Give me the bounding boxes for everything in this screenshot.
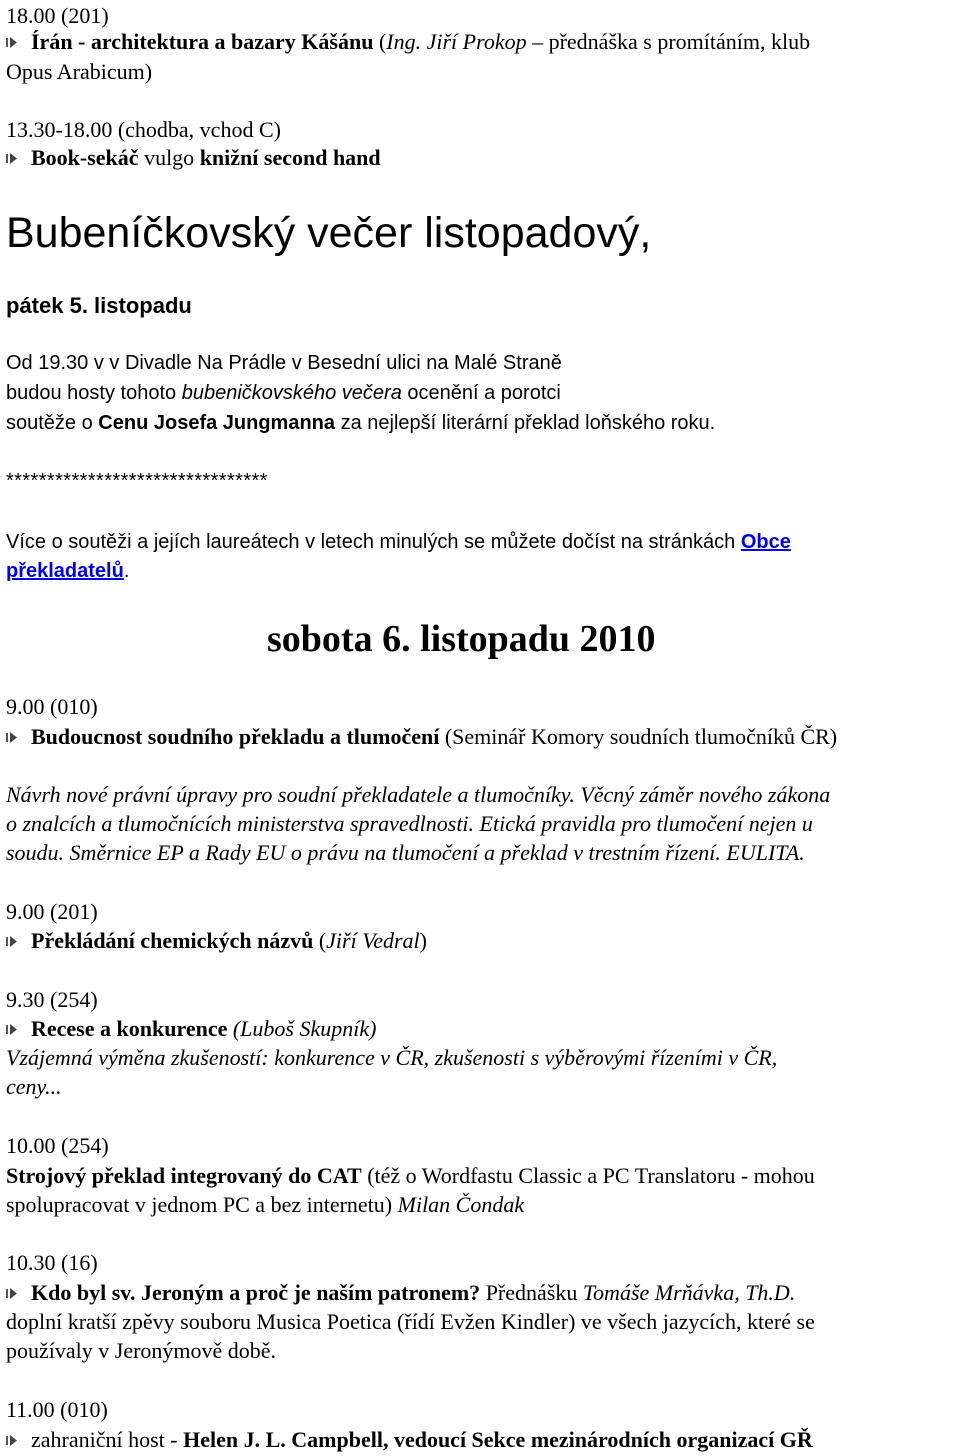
arrow-bullet-icon bbox=[6, 152, 18, 165]
link-obce-prekladatelu[interactable]: Obce bbox=[740, 531, 791, 553]
presenter: Ing. Jiří Prokop bbox=[386, 29, 527, 54]
date-saturday: sobota 6. listopadu 2010 bbox=[267, 618, 656, 660]
intro-line-2: budou hosty tohoto bubeničkovského večera ocenění a porotci bbox=[6, 382, 561, 404]
heading-bubenickovsky: Bubeníčkovský večer listopadový, bbox=[6, 209, 652, 257]
time-10-30: 10.30 (16) bbox=[6, 1250, 98, 1275]
arrow-bullet-icon bbox=[6, 935, 18, 948]
event-chemicke-nazvy: Překládání chemických názvů (Jiří Vedral) bbox=[6, 926, 427, 955]
separator-stars: ******************************** bbox=[6, 470, 268, 492]
event-recese: Recese a konkurence (Luboš Skupník) bbox=[6, 1014, 376, 1043]
arrow-bullet-icon bbox=[6, 1287, 18, 1300]
event-strojovy-preklad: Strojový překlad integrovaný do CAT (též o Wordfastu Classic a PC Translatoru - mohou bbox=[6, 1163, 815, 1188]
link-obce-prekladatelu-cont[interactable]: překladatelů bbox=[6, 560, 124, 582]
intro-line-3: soutěže o Cenu Josefa Jungmanna za nejlepší literární překlad loňského roku. bbox=[6, 412, 716, 434]
arrow-bullet-icon bbox=[6, 1023, 18, 1036]
time-13-30: 13.30-18.00 (chodba, vchod C) bbox=[6, 117, 281, 142]
time-9-30: 9.30 (254) bbox=[6, 987, 98, 1012]
event-budoucnost-desc-2: o znalcích a tlumočnících ministerstva spravedlnosti. Etická pravidla pro tlumočení nejen u bbox=[6, 811, 813, 836]
time-9-00-010: 9.00 (010) bbox=[6, 694, 98, 719]
event-jeronym-desc-1: doplní kratší zpěvy souboru Musica Poetica (řídí Evžen Kindler) ve všech jazycích, které se bbox=[6, 1309, 815, 1334]
event-recese-desc-2: ceny... bbox=[6, 1074, 62, 1099]
event-title: Írán - architektura a bazary Kášánu bbox=[31, 29, 374, 54]
time-18-00: 18.00 (201) bbox=[6, 3, 109, 28]
time-11-00: 11.00 (010) bbox=[6, 1397, 108, 1422]
intro-line-1: Od 19.30 v v Divadle Na Prádle v Besední ulici na Malé Straně bbox=[6, 352, 562, 374]
event-booksekac: Book-sekáč vulgo knižní second hand bbox=[6, 143, 381, 172]
date-friday: pátek 5. listopadu bbox=[6, 293, 192, 318]
event-budoucnost-desc-3: soudu. Směrnice EP a Rady EU o právu na tlumočení a překlad v trestním řízení. EULITA. bbox=[6, 840, 805, 865]
event-iran: Írán - architektura a bazary Kášánu (Ing. Jiří Prokop – přednáška s promítáním, klub bbox=[6, 27, 810, 56]
event-jeronym: Kdo byl sv. Jeroným a proč je naším patronem? Přednášku Tomáše Mrňávka, Th.D. bbox=[6, 1278, 795, 1307]
event-strojovy-preklad-cont: spolupracovat v jednom PC a bez internetu) Milan Čondak bbox=[6, 1192, 525, 1217]
event-recese-desc-1: Vzájemná výměna zkušeností: konkurence v ČR, zkušenosti s výběrovými řízeními v ČR, bbox=[6, 1045, 778, 1070]
time-9-00-201: 9.00 (201) bbox=[6, 899, 98, 924]
event-budoucnost-desc-1: Návrh nové právní úpravy pro soudní překladatele a tlumočníky. Věcný záměr nového zákona bbox=[6, 782, 831, 807]
arrow-bullet-icon bbox=[6, 731, 18, 744]
event-campbell: zahraniční host - Helen J. L. Campbell, vedoucí Sekce mezinárodních organizací GŘ bbox=[6, 1425, 813, 1454]
intro-line-4: Více o soutěži a jejích laureátech v letech minulých se můžete dočíst na stránkách Obce bbox=[6, 531, 791, 553]
event-jeronym-desc-2: používaly v Jeronýmově době. bbox=[6, 1338, 277, 1363]
arrow-bullet-icon bbox=[6, 1434, 18, 1447]
event-budoucnost: Budoucnost soudního překladu a tlumočení (Seminář Komory soudních tlumočníků ČR) bbox=[6, 722, 837, 751]
time-10-00: 10.00 (254) bbox=[6, 1133, 109, 1158]
event-iran-cont: Opus Arabicum) bbox=[6, 59, 153, 84]
arrow-bullet-icon bbox=[6, 36, 18, 49]
intro-line-5: překladatelů. bbox=[6, 560, 130, 582]
